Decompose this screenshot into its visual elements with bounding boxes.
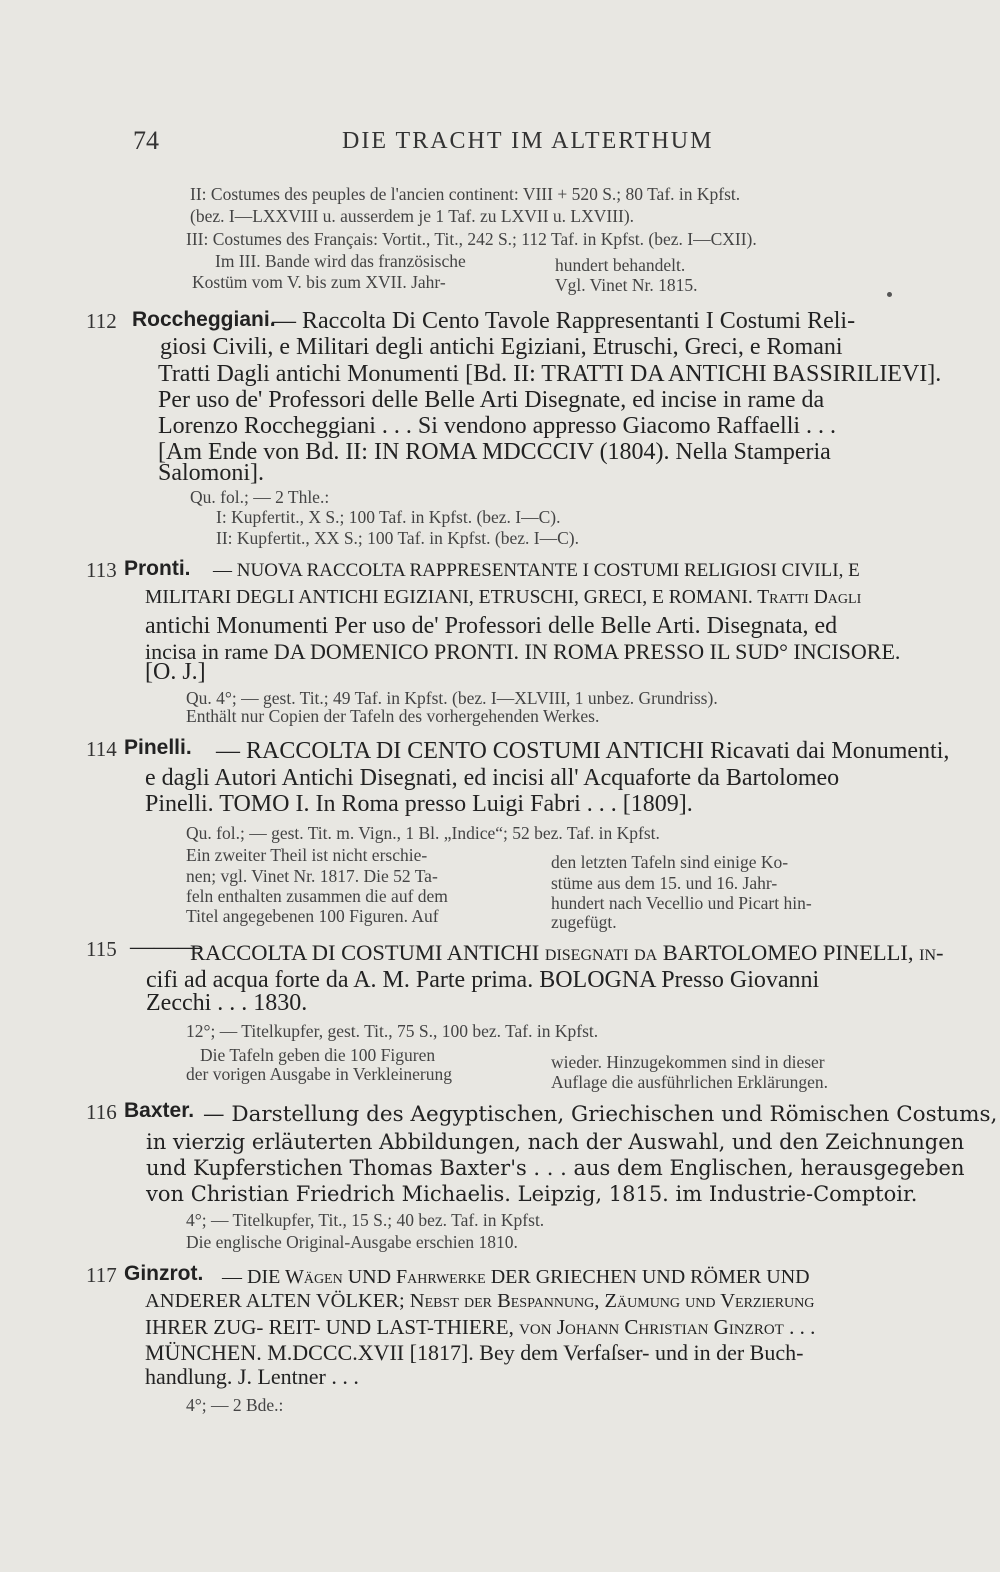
entry-number: 117 — [86, 1263, 117, 1287]
entry-note-left: Titel angegebenen 100 Figuren. Auf — [186, 906, 439, 926]
entry-note: 12°; — Titelkupfer, gest. Tit., 75 S., 100 bez. Taf. in Kpfst. — [186, 1021, 599, 1041]
entry-line: incisa in rame DA DOMENICO PRONTI. IN ROMA PRESSO IL SUD° INCISORE. — [145, 639, 901, 664]
entry-line: — Darstellung des Aegyptischen, Griechischen und Römischen Costums, — [203, 1102, 998, 1127]
entry-note: 4°; — Titelkupfer, Tit., 15 S.; 40 bez. Taf. in Kpfst. — [186, 1210, 545, 1230]
entry-author: Ginzrot. — [124, 1262, 204, 1285]
entry-author: Baxter. — [124, 1099, 195, 1122]
entry-note: 4°; — 2 Bde.: — [186, 1395, 284, 1415]
entry-dash: ——— — [130, 934, 202, 960]
preamble-line: Kostüm vom V. bis zum XVII. Jahr- — [192, 272, 446, 292]
entry-note-right: stüme aus dem 15. und 16. Jahr- — [551, 873, 778, 893]
entry-line: cifi ad acqua forte da A. M. Parte prima. BOLOGNA Presso Giovanni — [146, 967, 820, 993]
entry-line: — DIE Wägen UND Fahrwerke DER GRIECHEN UND RÖMER UND — [222, 1266, 810, 1288]
entry-note-right: Auflage die ausführlichen Erklärungen. — [551, 1072, 828, 1092]
entry-line: und Kupferstichen Thomas Baxter's . . . aus dem Englischen, herausgegeben — [146, 1156, 965, 1180]
entry-number: 112 — [86, 309, 117, 333]
entry-line: RACCOLTA DI COSTUMI ANTICHI disegnati da BARTOLOMEO PINELLI, in- — [190, 940, 944, 965]
entry-line: in vierzig erläuterten Abbildungen, nach der Auswahl, und den Zeichnungen — [146, 1130, 965, 1154]
entry-note-right: den letzten Tafeln sind einige Ko- — [551, 852, 789, 872]
entry-line: MÜNCHEN. M.DCCC.XVII [1817]. Bey dem Verfaſser- und in der Buch- — [145, 1340, 804, 1365]
entry-line: Salomoni]. — [158, 460, 264, 486]
preamble-line: hundert behandelt. — [555, 255, 686, 275]
entry-author: Roccheggiani. — [132, 308, 276, 331]
entry-line: Per uso de' Professori delle Belle Arti Disegnate, ed incise in rame da — [158, 387, 825, 413]
entry-line: Lorenzo Roccheggiani . . . Si vendono appresso Giacomo Raffaelli . . . — [158, 413, 837, 439]
entry-note: I: Kupfertit., X S.; 100 Taf. in Kpfst. (bez. I—C). — [216, 507, 561, 527]
entry-line: IHRER ZUG- REIT- UND LAST-THIERE, von Johann Christian Ginzrot . . . — [145, 1315, 816, 1339]
entry-number: 113 — [86, 558, 117, 582]
entry-note: Qu. fol.; — 2 Thle.: — [190, 487, 330, 507]
entry-note-left: der vorigen Ausgabe in Verkleinerung — [186, 1064, 452, 1084]
entry-note-right: zugefügt. — [551, 912, 617, 932]
entry-line: giosi Civili, e Militari degli antichi Egiziani, Etruschi, Greci, e Romani — [160, 334, 843, 360]
entry-line: von Christian Friedrich Michaelis. Leipzig, 1815. im Industrie-Comptoir. — [146, 1182, 918, 1206]
entry-note-left: Ein zweiter Theil ist nicht erschie- — [186, 845, 428, 865]
entry-number: 115 — [86, 937, 117, 961]
entry-note-left: nen; vgl. Vinet Nr. 1817. Die 52 Ta- — [186, 866, 438, 886]
preamble-line: (bez. I—LXXVIII u. ausserdem je 1 Taf. zu LXVII u. LXVIII). — [190, 206, 635, 226]
entry-line: Zecchi . . . 1830. — [146, 990, 308, 1016]
entry-note-right: wieder. Hinzugekommen sind in dieser — [551, 1052, 825, 1072]
entry-note: Qu. 4°; — gest. Tit.; 49 Taf. in Kpfst. (bez. I—XLVIII, 1 unbez. Grundriss). — [186, 688, 718, 708]
entry-note-left: feln enthalten zusammen die auf dem — [186, 886, 448, 906]
preamble-line: Vgl. Vinet Nr. 1815. — [555, 275, 698, 295]
entry-line: e dagli Autori Antichi Disegnati, ed incisi all' Acquaforte da Bartolomeo — [145, 765, 840, 791]
entry-author: Pinelli. — [124, 736, 192, 759]
entry-note-left: Die Tafeln geben die 100 Figuren — [200, 1045, 436, 1065]
preamble-line: III: Costumes des Français: Vortit., Tit., 242 S.; 112 Taf. in Kpfst. (bez. I—CXII). — [186, 229, 757, 249]
entry-line: [O. J.] — [145, 659, 206, 685]
entry-line: Pinelli. TOMO I. In Roma presso Luigi Fabri . . . [1809]. — [145, 791, 693, 817]
entry-number: 114 — [86, 737, 117, 761]
entry-note: Die englische Original-Ausgabe erschien 1810. — [186, 1232, 518, 1252]
entry-line: ANDERER ALTEN VÖLKER; Nebst der Bespannung, Zäumung und Verzierung — [145, 1290, 815, 1312]
entry-note-right: hundert nach Vecellio und Picart hin- — [551, 893, 812, 913]
entry-line: [Am Ende von Bd. II: IN ROMA MDCCCIV (1804). Nella Stamperia — [158, 439, 831, 465]
preamble-line: Im III. Bande wird das französische — [215, 251, 466, 271]
entry-line: antichi Monumenti Per uso de' Professori delle Belle Arti. Disegnata, ed — [145, 613, 838, 639]
entry-note: Enthält nur Copien der Tafeln des vorhergehenden Werkes. — [186, 706, 600, 726]
entry-line: — RACCOLTA DI CENTO COSTUMI ANTICHI Ricavati dai Monumenti, — [216, 738, 950, 764]
entry-note: II: Kupfertit., XX S.; 100 Taf. in Kpfst. (bez. I—C). — [216, 528, 579, 548]
preamble-line: II: Costumes des peuples de l'ancien continent: VIII + 520 S.; 80 Taf. in Kpfst. — [190, 184, 741, 204]
entry-line: MILITARI DEGLI ANTICHI EGIZIANI, ETRUSCHI, GRECI, E ROMANI. Tratti Dagli — [145, 587, 862, 608]
running-title: DIE TRACHT IM ALTERTHUM — [342, 128, 714, 154]
entry-note: Qu. fol.; — gest. Tit. m. Vign., 1 Bl. „Indice“; 52 bez. Taf. in Kpfst. — [186, 823, 660, 843]
entry-number: 116 — [86, 1100, 117, 1124]
entry-line: — NUOVA RACCOLTA RAPPRESENTANTE I COSTUMI RELIGIOSI CIVILI, E — [213, 560, 860, 581]
entry-line: handlung. J. Lentner . . . — [145, 1364, 359, 1389]
page-number: 74 — [133, 126, 159, 155]
entry-author: Pronti. — [124, 557, 191, 580]
entry-line: — Raccolta Di Cento Tavole Rappresentanti I Costumi Reli- — [272, 308, 856, 334]
entry-line: Tratti Dagli antichi Monumenti [Bd. II: TRATTI DA ANTICHI BASSIRILIEVI]. — [158, 361, 942, 387]
ink-dot — [887, 292, 892, 297]
